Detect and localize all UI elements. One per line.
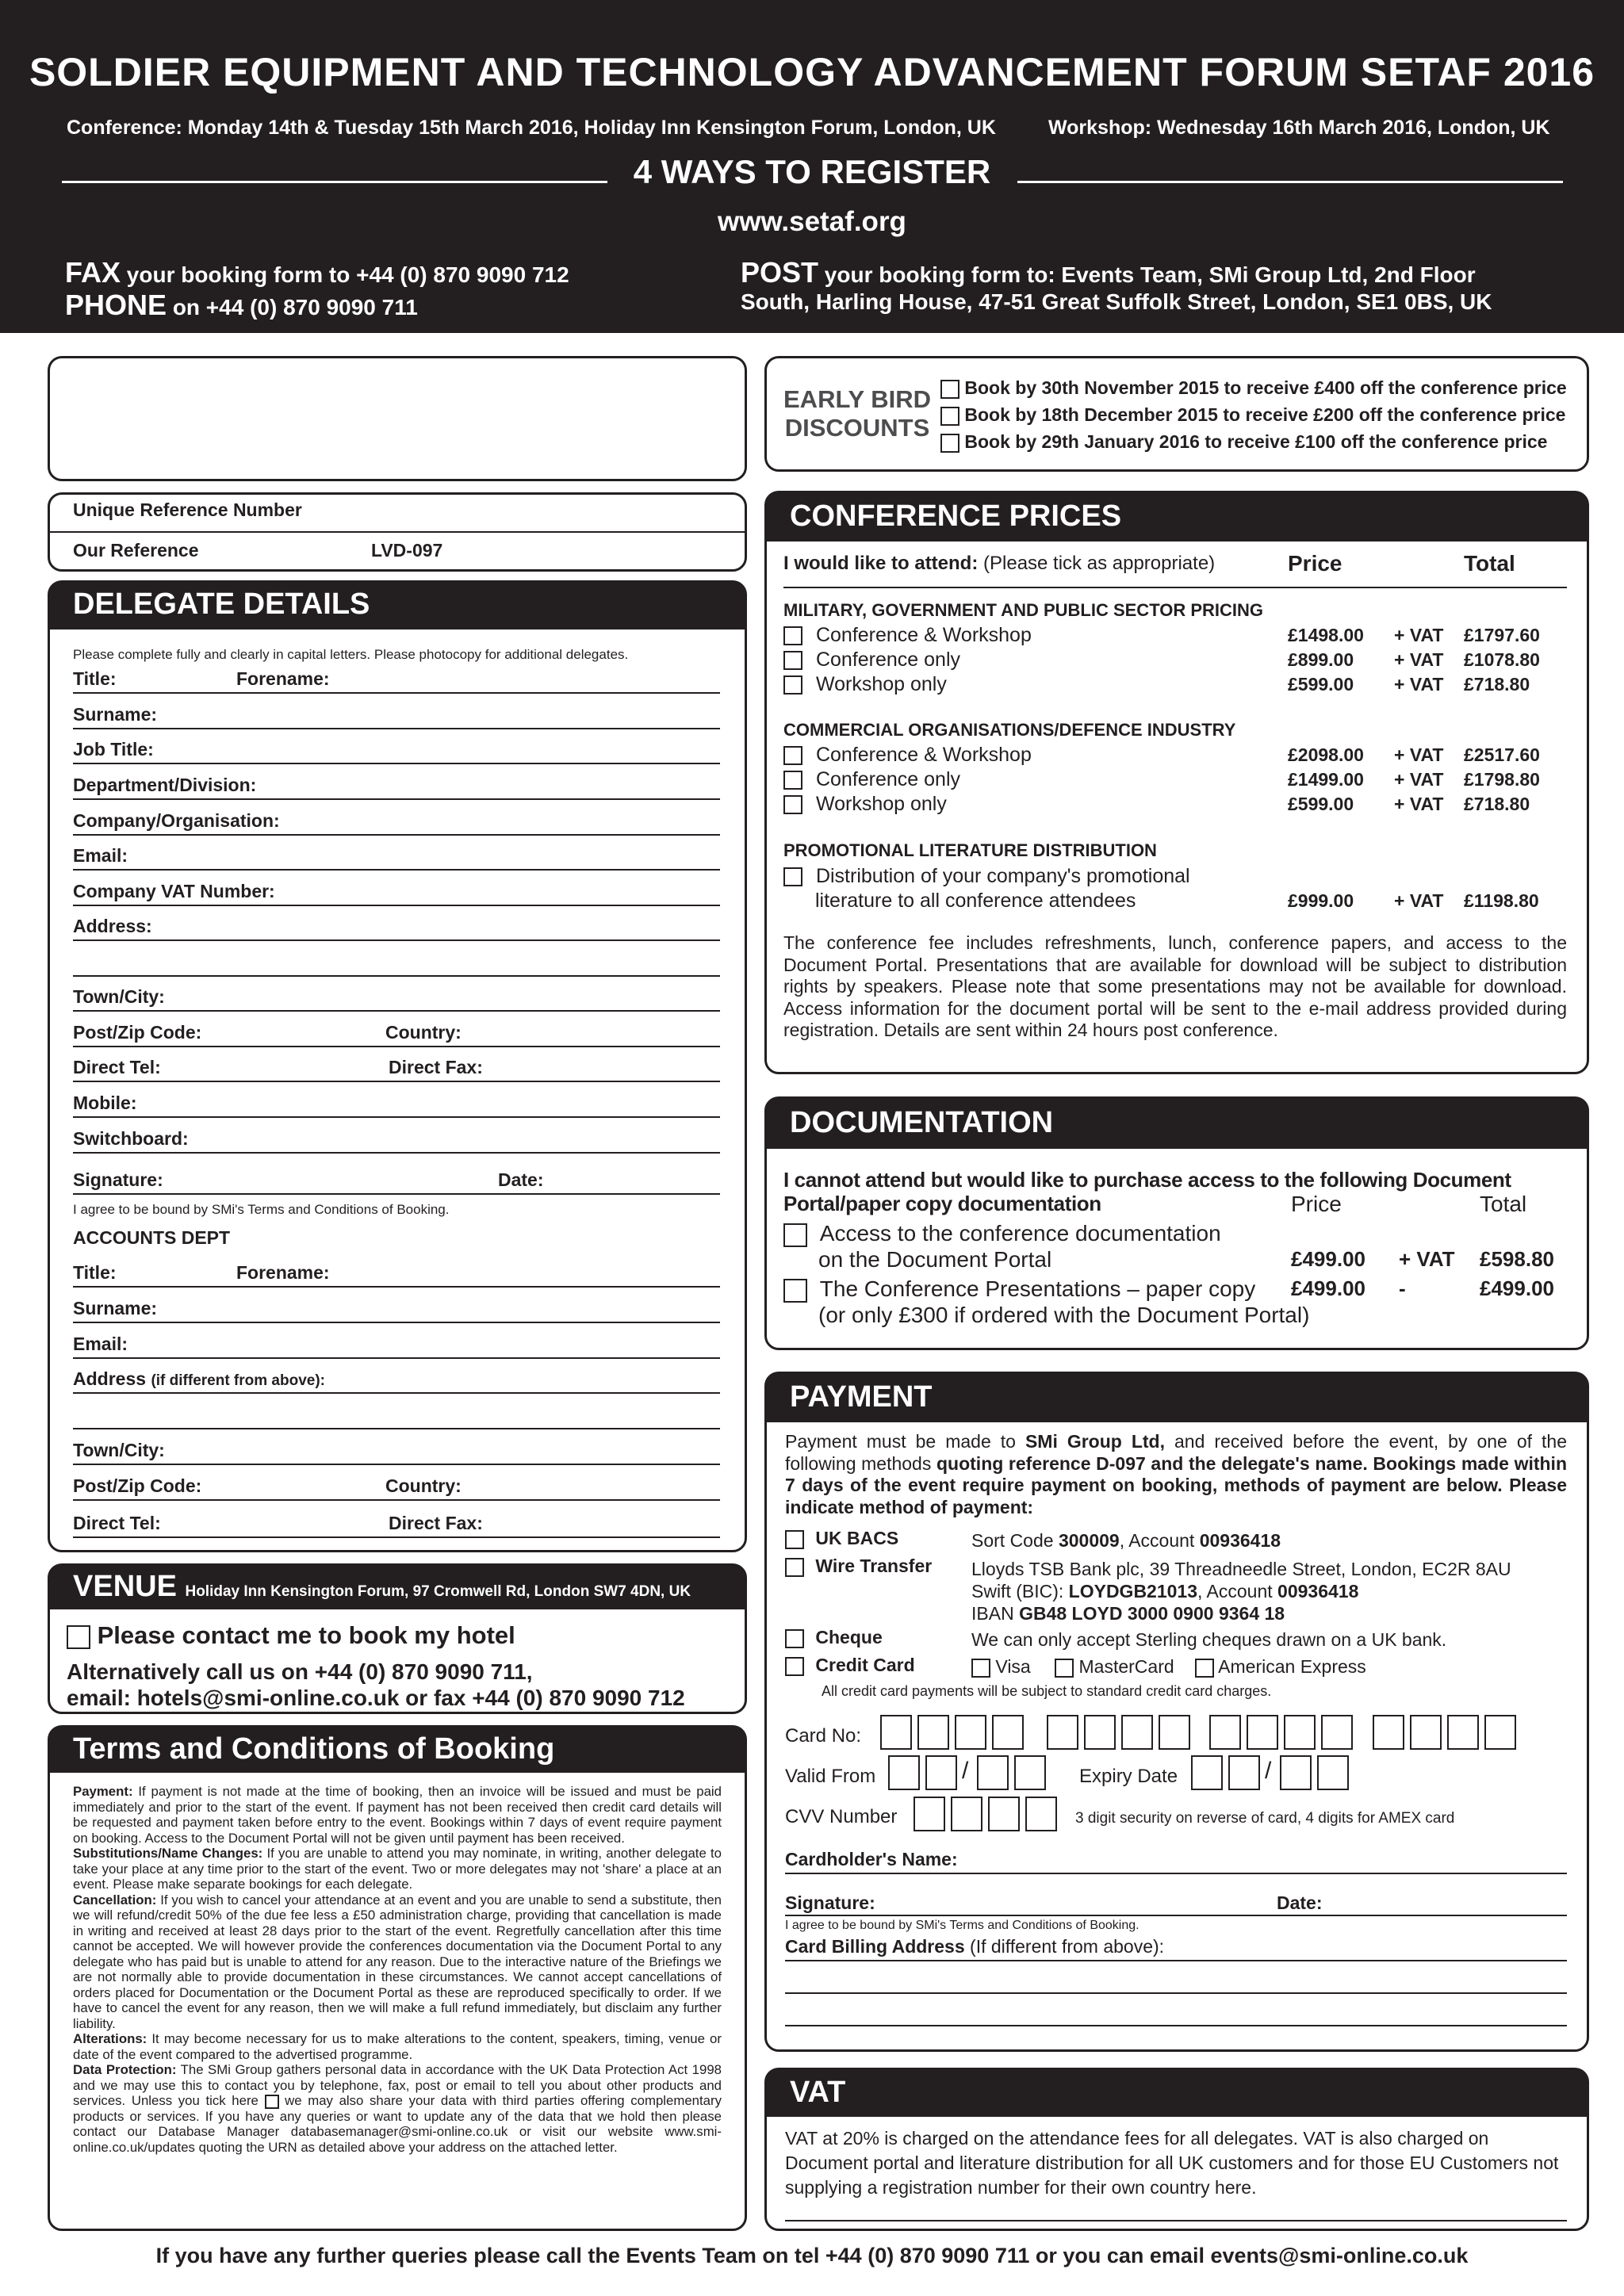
company-field[interactable] [73,834,720,836]
acc-address-field[interactable] [73,1392,720,1394]
acc-title-label: Title: [73,1262,117,1283]
vat-heading: VAT [764,2068,1589,2117]
email-label: Email: [73,845,128,866]
workshop-dates: Workshop: Wednesday 16th March 2016, London, UK [1048,117,1550,139]
military-list [783,623,1576,697]
acc-surname-field[interactable] [73,1322,720,1323]
agree-terms: I agree to be bound by SMi's Terms and Conditions of Booking. [73,1202,450,1217]
price-row: Conference & Workshop £2098.00 + VAT £2517.60 [783,743,1576,767]
billing-field-2[interactable] [785,1992,1567,1994]
doc-item-paper: The Conference Presentations – paper copy £499.00 - £499.00 (or only £300 if ordered with the Document Portal) [783,1276,1576,1327]
price-checkbox[interactable] [783,746,802,765]
doc-portal-checkbox[interactable] [783,1223,807,1247]
acc-country-label: Country: [385,1475,462,1496]
expiry-label: Expiry Date [1079,1766,1178,1787]
venue-heading-bar [48,1563,747,1609]
our-reference-label: Our Reference [73,540,199,561]
address-label: Address: [73,916,152,936]
data-share-checkbox[interactable] [265,2095,279,2109]
promo-checkbox[interactable] [783,867,802,886]
documentation-heading: DOCUMENTATION [764,1096,1589,1149]
forum-title: SOLDIER EQUIPMENT AND TECHNOLOGY ADVANCEMENT FORUM SETAF 2016 [29,50,1595,94]
cvv-label: CVV Number [785,1806,898,1827]
early-bird-label: EARLY BIRD DISCOUNTS [783,385,932,442]
acc-email-field[interactable] [73,1357,720,1359]
venue-address: Holiday Inn Kensington Forum, 97 Cromwell Rd, London SW7 4DN, UK [185,1583,691,1600]
acc-title-field[interactable] [73,1286,720,1288]
billing-field[interactable] [785,1960,1567,1961]
date-label: Date: [498,1169,544,1190]
tel-field[interactable] [73,1081,720,1082]
job-title-field[interactable] [73,763,720,764]
vat-text: VAT at 20% is charged on the attendance fees for all delegates. VAT is also charged on Document portal and literature distribution for all UK customers and for those EU Customers not supplying a registration number for their own country here. [785,2128,1559,2198]
total-header: Total [1464,551,1515,576]
promo-heading: PROMOTIONAL LITERATURE DISTRIBUTION [783,840,1157,860]
early-bird-checkbox[interactable] [940,407,959,426]
surname-field[interactable] [73,728,720,729]
bacs-option: UK BACS [785,1528,898,1549]
acc-address-label: Address (if different from above): [73,1368,325,1389]
military-heading: MILITARY, GOVERNMENT AND PUBLIC SECTOR PRICING [783,600,1264,620]
valid-from-label: Valid From [785,1766,876,1787]
credit-option: Credit Card [785,1655,915,1676]
price-header: Price [1288,551,1342,576]
price-row: Conference only £899.00 + VAT £1078.80 [783,648,1576,672]
wire-details: Lloyds TSB Bank plc, 39 Threadneedle Street, London, EC2R 8AU Swift (BIC): LOYDGB21013, Account 00936418 IBAN GB48 LOYD 3000 0900 9364 18 [971,1559,1511,1624]
early-bird-checkbox[interactable] [940,434,959,453]
acc-forename-label: Forename: [236,1262,330,1283]
date-slash: / [1265,1758,1272,1784]
mobile-label: Mobile: [73,1093,137,1113]
acc-address-field-2[interactable] [73,1428,720,1429]
ways-to-register: 4 WAYS TO REGISTER [633,153,991,190]
attend-line: I would like to attend: (Please tick as appropriate) [783,553,1216,574]
divider [783,587,1567,588]
fax-label: Direct Fax: [389,1057,483,1077]
early-bird-checkbox[interactable] [940,380,959,399]
terms-heading: Terms and Conditions of Booking [48,1725,747,1773]
acc-postcode-field[interactable] [73,1499,720,1501]
commercial-heading: COMMERCIAL ORGANISATIONS/DEFENCE INDUSTRY [783,720,1236,740]
price-checkbox[interactable] [783,795,802,814]
conference-prices-heading: CONFERENCE PRICES [764,491,1589,541]
acc-postcode-label: Post/Zip Code: [73,1475,202,1496]
amex-checkbox[interactable] [1195,1659,1214,1678]
urn-label: Unique Reference Number [73,499,302,520]
acc-town-field[interactable] [73,1464,720,1465]
promo-row: Distribution of your company's promotional literature to all conference attendees £999.00 + VAT £1198.80 [783,864,1576,913]
price-checkbox[interactable] [783,675,802,695]
title-field[interactable] [73,692,720,694]
cardholder-field[interactable] [785,1873,1567,1874]
bacs-checkbox[interactable] [785,1530,804,1549]
bacs-details: Sort Code 300009, Account 00936418 [971,1530,1281,1551]
forename-label: Forename: [236,668,330,689]
visa-checkbox[interactable] [971,1659,990,1678]
card-types: Visa MasterCard American Express [971,1656,1366,1678]
email-field[interactable] [73,869,720,871]
vat-number-field[interactable] [73,905,720,906]
early-bird-item: Book by 18th December 2015 to receive £200 off the conference price [940,401,1567,428]
doc-total-header: Total [1480,1192,1527,1216]
credit-checkbox[interactable] [785,1657,804,1676]
cardholder-label: Cardholder's Name: [785,1849,958,1869]
doc-intro-1: I cannot attend but would like to purchase access to the following Document [783,1168,1511,1192]
phone-line: PHONE on +44 (0) 870 9090 711 [65,289,418,321]
cvv-note: 3 digit security on reverse of card, 4 digits for AMEX card [1075,1810,1455,1827]
divider [1017,181,1563,183]
early-bird-item: Book by 29th January 2016 to receive £100 off the conference price [940,428,1567,455]
price-checkbox[interactable] [783,651,802,670]
price-row: Workshop only £599.00 + VAT £718.80 [783,792,1576,817]
tel-label: Direct Tel: [73,1057,161,1077]
title-label: Title: [73,668,117,689]
fax-line: FAX your booking form to +44 (0) 870 9090 712 [65,256,569,289]
company-label: Company/Organisation: [73,810,280,831]
country-label: Country: [385,1022,462,1043]
footer-contact: If you have any further queries please call the Events Team on tel +44 (0) 870 9090 711 or you can email events@smi-online.co.uk [155,2244,1469,2267]
wire-option: Wire Transfer [785,1556,932,1577]
date-slash: / [962,1758,969,1784]
price-row: Conference only £1499.00 + VAT £1798.80 [783,767,1576,792]
town-label: Town/City: [73,986,165,1007]
mobile-field[interactable] [73,1116,720,1118]
doc-paper-checkbox[interactable] [783,1279,807,1303]
card-no-label: Card No: [785,1725,862,1747]
cheque-details: We can only accept Sterling cheques drawn on a UK bank. [971,1629,1447,1650]
venue-alt-line-2: email: hotels@smi-online.co.uk or fax +44 (0) 870 9090 712 [67,1686,685,1710]
vat-number-label: Company VAT Number: [73,881,275,901]
hotel-contact-row: Please contact me to book my hotel [67,1621,515,1650]
header-banner [0,0,1624,333]
price-checkbox[interactable] [783,626,802,645]
signature-field[interactable] [73,1193,720,1195]
billing-field-3[interactable] [785,2025,1567,2026]
signature-label: Signature: [73,1169,163,1190]
terms-text: Payment: If payment is not made at the time of booking, then an invoice will be issued and must be paid immediately and prior to the start of the event. If payment has not been received then credit card details will be requested and payment taken before entry to the event. Bookings within 7 days of event require payment on booking. Access to the Document Portal will not be given until payment has been received. Substitutions/Name Changes: If you are unable to attend you may nominate, in writing, another delegate to take your place at any time prior to the start of the event. Two or more delegates may not 'share' a place at an event. Please make separate bookings for each delegate. Cancellation: If you wish to cancel your attendance at an event and you are unable to send a substitute, then we will refund/credit 50% of the due fee less a £50 administration charge, providing that cancellation is made in writing and received at least 28 days prior to the start of the event. Regretfully cancellation after this time cannot be accepted. We will however provide the conferences documentation via the Document Portal to any delegate who has paid but is unable to attend for any reason. Due to the interactive nature of the Briefings we are not normally able to provide documentation in these circumstances. We cannot accept cancellations of orders placed for Documentation or the Document Portal as these are reproduced specifically to order. If we have to cancel the event for any reason, then we will make a full refund immediately, but disclaim any further liability. Alterations: It may become necessary for us to make alterations to the content, speakers, timing, venue or date of the event compared to the advertised programme. Data Protection: The SMi Group gathers personal data in accordance with the UK Data Protection Act 1998 and we may use this to contact you by telephone, fax, post or email to tell you about other products and services. Unless you tick here we may also share your data with third parties offering complementary products or services. If you have any queries or want to update any of the data that we hold then please contact our Database Manager databasemanager@smi-online.co.uk or visit our website www.smi-online.co.uk/updates quoting the URN as detailed above your address on the attached letter. [73,1784,722,2155]
doc-item-portal: Access to the conference documentation on the Document Portal £499.00 + VAT £598.80 [783,1221,1576,1272]
payment-heading: PAYMENT [764,1372,1589,1422]
department-label: Department/Division: [73,775,257,795]
post-address: South, Harling House, 47-51 Great Suffolk Street, London, SE1 0BS, UK [741,289,1492,314]
address-field[interactable] [73,939,720,941]
acc-email-label: Email: [73,1334,128,1354]
mastercard-checkbox[interactable] [1055,1659,1074,1678]
accounts-heading: ACCOUNTS DEPT [73,1227,231,1248]
delegate-heading: DELEGATE DETAILS [48,580,747,629]
acc-surname-label: Surname: [73,1298,158,1318]
cheque-checkbox[interactable] [785,1629,804,1648]
job-title-label: Job Title: [73,739,154,760]
our-reference-value: LVD-097 [371,540,443,561]
acc-tel-field[interactable] [73,1536,720,1538]
early-bird-list [940,374,1567,455]
pay-signature-field[interactable] [785,1915,1567,1916]
price-row: Workshop only £599.00 + VAT £718.80 [783,672,1576,697]
switchboard-field[interactable] [73,1152,720,1154]
vat-number-field[interactable] [785,2220,1567,2221]
doc-price-header: Price [1291,1192,1342,1216]
payment-intro: Payment must be made to SMi Group Ltd, and received before the event, by one of the following methods quoting reference D-097 and the delegate's name. Bookings made within 7 days of the event require payment on booking, methods of payment are below. Please indicate method of payment: [785,1431,1567,1517]
address-field-2[interactable] [73,975,720,977]
price-checkbox[interactable] [783,771,802,790]
post-line: POST your booking form to: Events Team, SMi Group Ltd, 2nd Floor [741,256,1476,289]
price-row: Conference & Workshop £1498.00 + VAT £1797.60 [783,623,1576,648]
venue-heading: VENUE [73,1570,177,1603]
pay-date-label: Date: [1277,1892,1323,1913]
acc-town-label: Town/City: [73,1440,165,1460]
doc-intro-2: Portal/paper copy documentation [783,1192,1101,1215]
switchboard-label: Switchboard: [73,1128,189,1149]
address-label-box[interactable] [48,356,747,481]
department-field[interactable] [73,798,720,800]
acc-fax-label: Direct Fax: [389,1513,483,1533]
surname-label: Surname: [73,704,158,725]
postcode-label: Post/Zip Code: [73,1022,202,1043]
acc-tel-label: Direct Tel: [73,1513,161,1533]
postcode-field[interactable] [73,1046,720,1047]
town-field[interactable] [73,1010,720,1012]
early-bird-item: Book by 30th November 2015 to receive £400 off the conference price [940,374,1567,401]
cc-note: All credit card payments will be subject to standard credit card charges. [822,1683,1272,1699]
cheque-option: Cheque [785,1627,883,1648]
conference-dates: Conference: Monday 14th & Tuesday 15th March 2016, Holiday Inn Kensington Forum, London, UK [67,117,996,139]
pay-signature-label: Signature: [785,1892,875,1913]
venue-alt-line-1: Alternatively call us on +44 (0) 870 9090 711, [67,1659,533,1684]
wire-checkbox[interactable] [785,1558,804,1577]
delegate-intro: Please complete fully and clearly in capital letters. Please photocopy for additional delegates. [73,647,629,662]
billing-label: Card Billing Address (If different from above): [785,1936,1165,1957]
commercial-list [783,743,1576,817]
hotel-checkbox[interactable] [67,1625,90,1649]
pay-agree-terms: I agree to be bound by SMi's Terms and Conditions of Booking. [785,1919,1139,1932]
conference-fee-note: The conference fee includes refreshments, lunch, conference papers, and access to the Document Portal. Presentations that are available for download will be subject to distribution rights by speakers. Please note that some presentations may not be available for download. Access information for the document portal will be sent to the e-mail address provided during registration. Details are sent within 24 hours post conference. [783,932,1567,1040]
website-link[interactable]: www.setaf.org [718,206,906,237]
